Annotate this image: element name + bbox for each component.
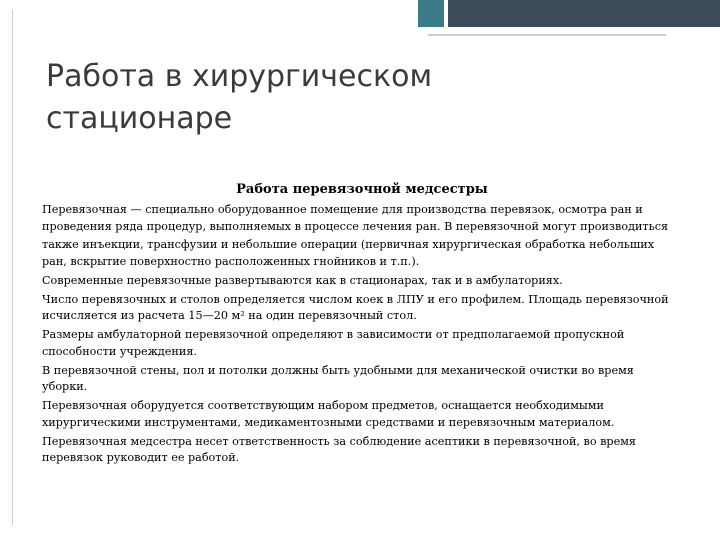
slide-title: Работа в хирургическом стационаре xyxy=(46,59,433,136)
paragraph: Современные перевязочные развертываются как в стационарах, так и в амбулаториях. xyxy=(42,273,563,287)
header-divider xyxy=(428,34,666,36)
paragraph: также инъекции, трансфузии и небольшие операции (первичная хирургическая обработка небольших ран, вскрытие поверхностно расположенных гнойников и т.п.). xyxy=(42,238,655,269)
paragraph: Размеры амбулаторной перевязочной определяют в зависимости от предполагаемой пропускной способности учреждения. xyxy=(42,328,625,358)
paragraph: Перевязочная медсестра несет ответственность за соблюдение асептики в перевязочной, во время перевязок руководит ее работой. xyxy=(42,434,636,465)
left-border-rule xyxy=(12,10,13,525)
paragraph: Перевязочная оборудуется соответствующим набором предметов, оснащается необходимыми хирургическими инструментами, медикаментозными средствами и перевязочным материалом. xyxy=(42,399,615,429)
section-heading: Работа перевязочной медсестры xyxy=(236,182,488,197)
slide-body xyxy=(42,202,682,469)
accent-bar-teal xyxy=(418,0,444,27)
paragraph: Перевязочная — специально оборудованное помещение для производства перевязок, осмотра ран и проведения ряда процедур, выполняемых в процессе лечения ран. В перевязочной могут производиться xyxy=(42,203,669,233)
paragraph: Число перевязочных и столов определяется числом коек в ЛПУ и его профилем. Площадь перевязочной исчисляется из расчета 15—20 м² на один перевязочный стол. xyxy=(42,292,669,323)
accent-bar-dark xyxy=(448,0,720,27)
paragraph: В перевязочной стены, пол и потолки должны быть удобными для механической очистки во время уборки. xyxy=(42,363,634,394)
